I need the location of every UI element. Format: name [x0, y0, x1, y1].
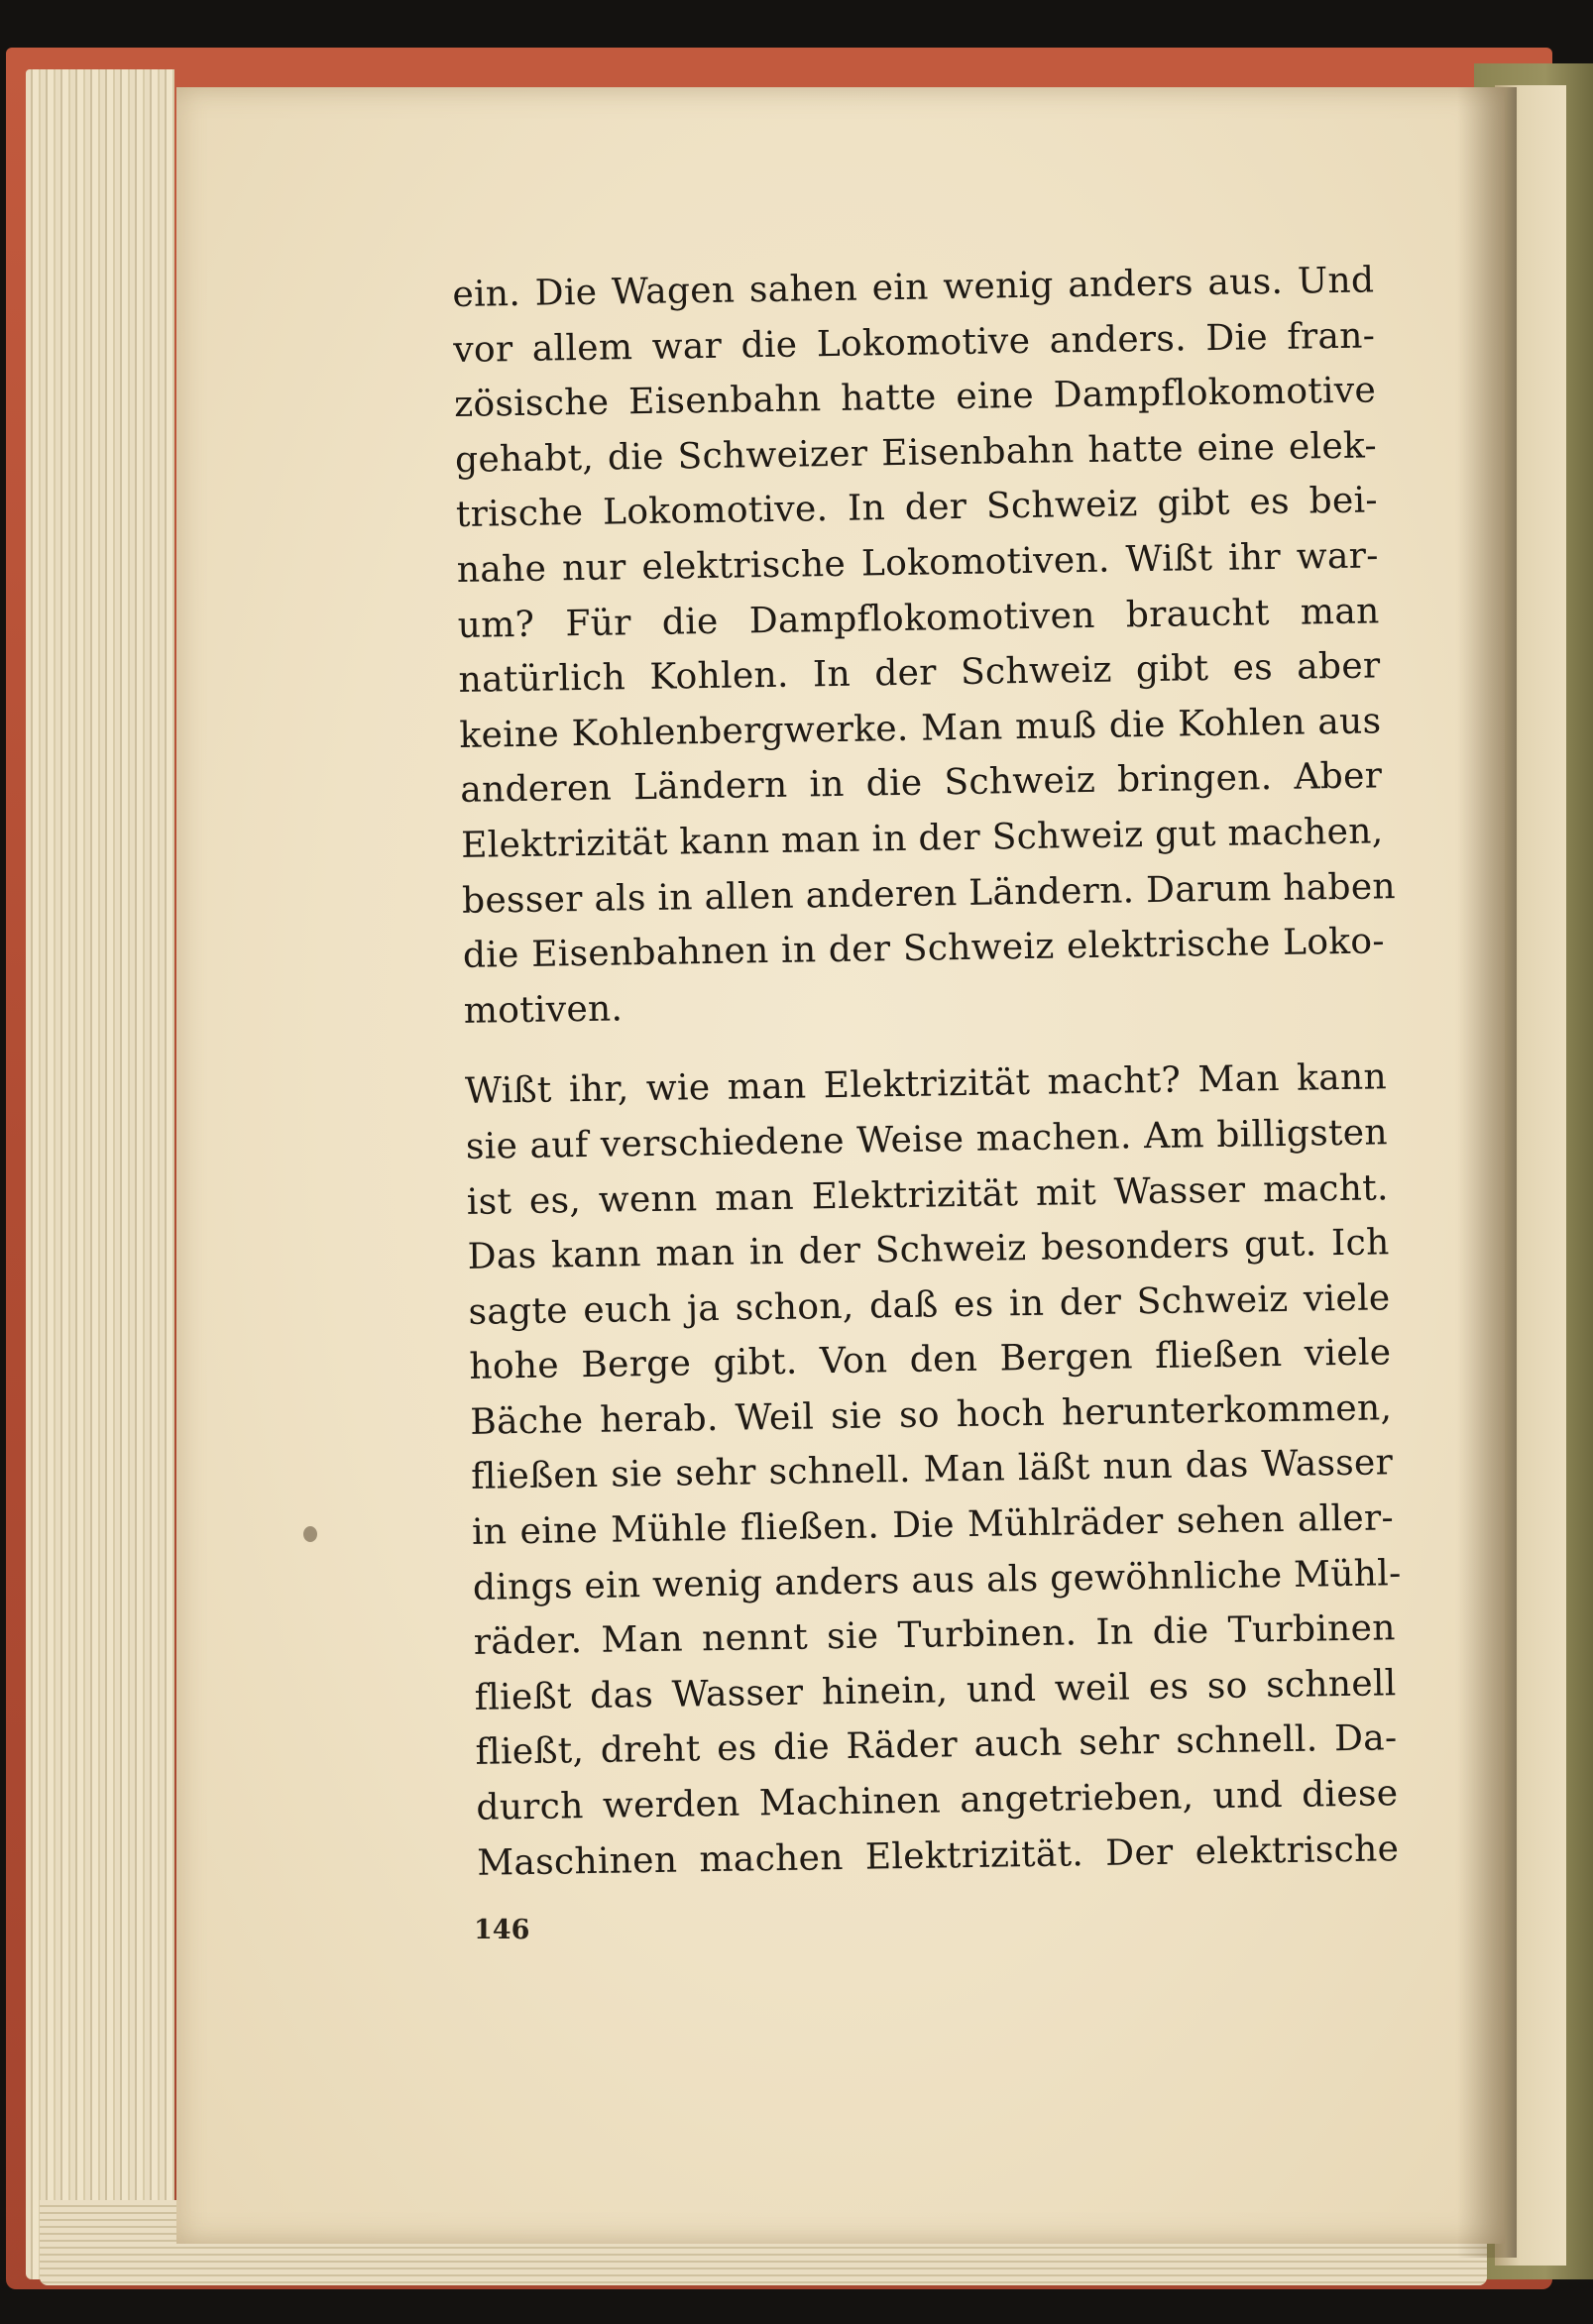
text-line: natürlich Kohlen. In der Schweiz gibt es aber — [458, 645, 1381, 702]
text-line: fließt das Wasser hinein, und weil es so schnell — [474, 1663, 1397, 1718]
text-line: anderen Ländern in die Schweiz bringen. Aber — [459, 755, 1383, 812]
text-line: motiven. — [463, 988, 624, 1032]
text-line: durch werden Machinen angetrieben, und diese — [476, 1773, 1399, 1828]
text-line: fließt, dreht es die Räder auch sehr schnell. Da- — [475, 1717, 1398, 1774]
text-line: ist es, wenn man Elektrizität mit Wasser macht. — [466, 1166, 1390, 1223]
text-line: in eine Mühle fließen. Die Mühlräder sehen aller- — [471, 1497, 1395, 1553]
page-number: 146 — [474, 1915, 530, 1945]
text-line: Wißt ihr, wie man Elektrizität macht? Man kann — [464, 1056, 1388, 1113]
text-line: hohe Berge gibt. Von den Bergen fließen viele — [469, 1332, 1392, 1388]
text-line: besser als in allen anderen Ländern. Darum haben — [461, 865, 1397, 922]
text-line: fließen sie sehr schnell. Man läßt nun das Wasser — [470, 1442, 1394, 1498]
text-line: ein. Die Wagen sahen ein wenig anders aus. Und — [452, 260, 1375, 315]
text-line: räder. Man nennt sie Turbinen. In die Turbinen — [473, 1607, 1397, 1664]
text-line: keine Kohlenbergwerke. Man muß die Kohlen aus — [459, 701, 1382, 756]
gutter-shadow — [1457, 87, 1517, 2258]
text-line: sie auf verschiedene Weise machen. Am billigsten — [465, 1112, 1389, 1167]
text-line: Maschinen machen Elektrizität. Der elektrische — [476, 1827, 1400, 1884]
text-line: nahe nur elektrische Lokomotiven. Wißt ihr war- — [456, 535, 1380, 591]
text-line: sagte euch ja schon, daß es in der Schweiz viele — [468, 1276, 1391, 1333]
text-line: zösische Eisenbahn hatte eine Dampflokomotive — [453, 370, 1377, 426]
text-line: die Eisenbahnen in der Schweiz elektrische Loko- — [462, 921, 1386, 977]
page-stain — [303, 1526, 317, 1542]
text-line: Bäche herab. Weil sie so hoch herunterkommen, — [469, 1387, 1393, 1443]
page-edges — [26, 69, 174, 2279]
paragraph-1 — [452, 253, 1397, 1039]
text-line: um? Für die Dampflokomotiven braucht man — [457, 590, 1380, 646]
body-text — [452, 253, 1400, 1891]
paragraph-2 — [465, 1051, 1400, 1891]
text-line: dings ein wenig anders aus als gewöhnliche Mühl- — [472, 1552, 1402, 1608]
text-line: vor allem war die Lokomotive anders. Die fran- — [452, 314, 1376, 371]
text-line: Das kann man in der Schweiz besonders gut. Ich — [467, 1222, 1390, 1277]
text-line: gehabt, die Schweizer Eisenbahn hatte eine elek- — [454, 425, 1378, 481]
text-line: Elektrizität kann man in der Schweiz gut machen, — [460, 811, 1384, 866]
text-line: trische Lokomotive. In der Schweiz gibt es bei- — [455, 480, 1379, 536]
